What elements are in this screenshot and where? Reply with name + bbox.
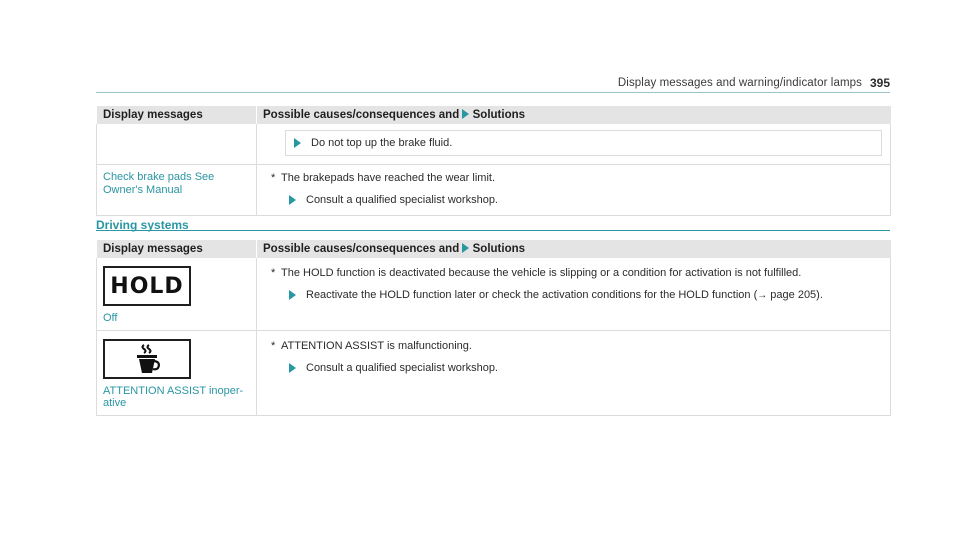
cause-cell [257, 165, 891, 216]
cause-text: ATTENTION ASSIST is malfunctioning. [281, 340, 472, 352]
col-header-messages: Display messages [97, 240, 257, 258]
solution-step [289, 361, 884, 375]
message-cell [97, 124, 257, 165]
message-line: ATTENTION ASSIST inoper- [103, 385, 244, 397]
hold-icon [103, 266, 191, 306]
page-header [96, 78, 890, 93]
message-cell [97, 258, 257, 331]
col-header-causes [257, 106, 891, 124]
solution-step-text: Consult a qualified specialist workshop. [306, 362, 498, 374]
solution-arrow-icon [462, 243, 469, 253]
page-header-title: Display messages and warning/indicator lamps [617, 77, 862, 89]
cause-cell [257, 124, 891, 165]
page-reference-link[interactable]: page 205). [770, 289, 823, 301]
solution-step-text-part: Reactivate the HOLD function later or check the activation conditions for the HOLD function ( [306, 289, 758, 301]
solution-step-text [306, 288, 823, 303]
page-number: 395 [869, 76, 890, 90]
message-cell [97, 165, 257, 216]
table-row [97, 124, 891, 165]
table-row [97, 331, 891, 416]
coffee-cup-icon-graphic [130, 342, 164, 376]
cause-cell [257, 258, 891, 331]
col-header-solutions-label: Solutions [472, 109, 526, 121]
cause-item [271, 171, 884, 185]
col-header-causes-label: Possible causes/consequences and [263, 243, 460, 255]
col-header-solutions-label: Solutions [472, 243, 526, 255]
display-messages-table-1 [96, 106, 891, 216]
solution-step-text: Consult a qualified specialist workshop. [306, 194, 498, 206]
display-message-text: Off [103, 312, 118, 324]
table-header-row [97, 106, 891, 124]
solution-arrow-icon [462, 109, 469, 119]
message-line: Check brake pads See [103, 171, 215, 183]
table-row [97, 258, 891, 331]
solution-arrow-icon [289, 290, 296, 300]
solution-step [289, 288, 884, 303]
coffee-cup-icon [103, 339, 191, 379]
solution-step [285, 130, 882, 156]
table-row [97, 165, 891, 216]
solution-arrow-icon [289, 195, 296, 205]
bullet-star: * [271, 340, 276, 352]
bullet-star: * [271, 267, 276, 279]
cause-item [271, 339, 884, 353]
solution-arrow-icon [289, 363, 296, 373]
message-line: Owner's Manual [103, 184, 183, 196]
col-header-messages: Display messages [97, 106, 257, 124]
message-cell [97, 331, 257, 416]
cause-item [271, 266, 884, 280]
cause-text: The brakepads have reached the wear limit. [281, 172, 496, 184]
col-header-causes-label: Possible causes/consequences and [263, 109, 460, 121]
solution-step-text: Do not top up the brake fluid. [311, 137, 453, 149]
display-messages-table-2 [96, 240, 891, 416]
display-message-text [103, 385, 250, 409]
section-heading [96, 216, 890, 231]
cause-cell [257, 331, 891, 416]
col-header-causes [257, 240, 891, 258]
hold-icon-text: HOLD [110, 273, 184, 299]
message-line: ative [103, 397, 127, 409]
solution-step [289, 193, 884, 207]
cause-text: The HOLD function is deactivated because the vehicle is slipping or a condition for activation is not fulfilled. [281, 267, 802, 279]
display-message-text [103, 171, 250, 197]
solution-arrow-icon [294, 138, 301, 148]
section-heading-text: Driving systems [96, 218, 189, 232]
bullet-star: * [271, 172, 276, 184]
page-reference-arrow-icon: → [757, 290, 768, 301]
table-header-row [97, 240, 891, 258]
